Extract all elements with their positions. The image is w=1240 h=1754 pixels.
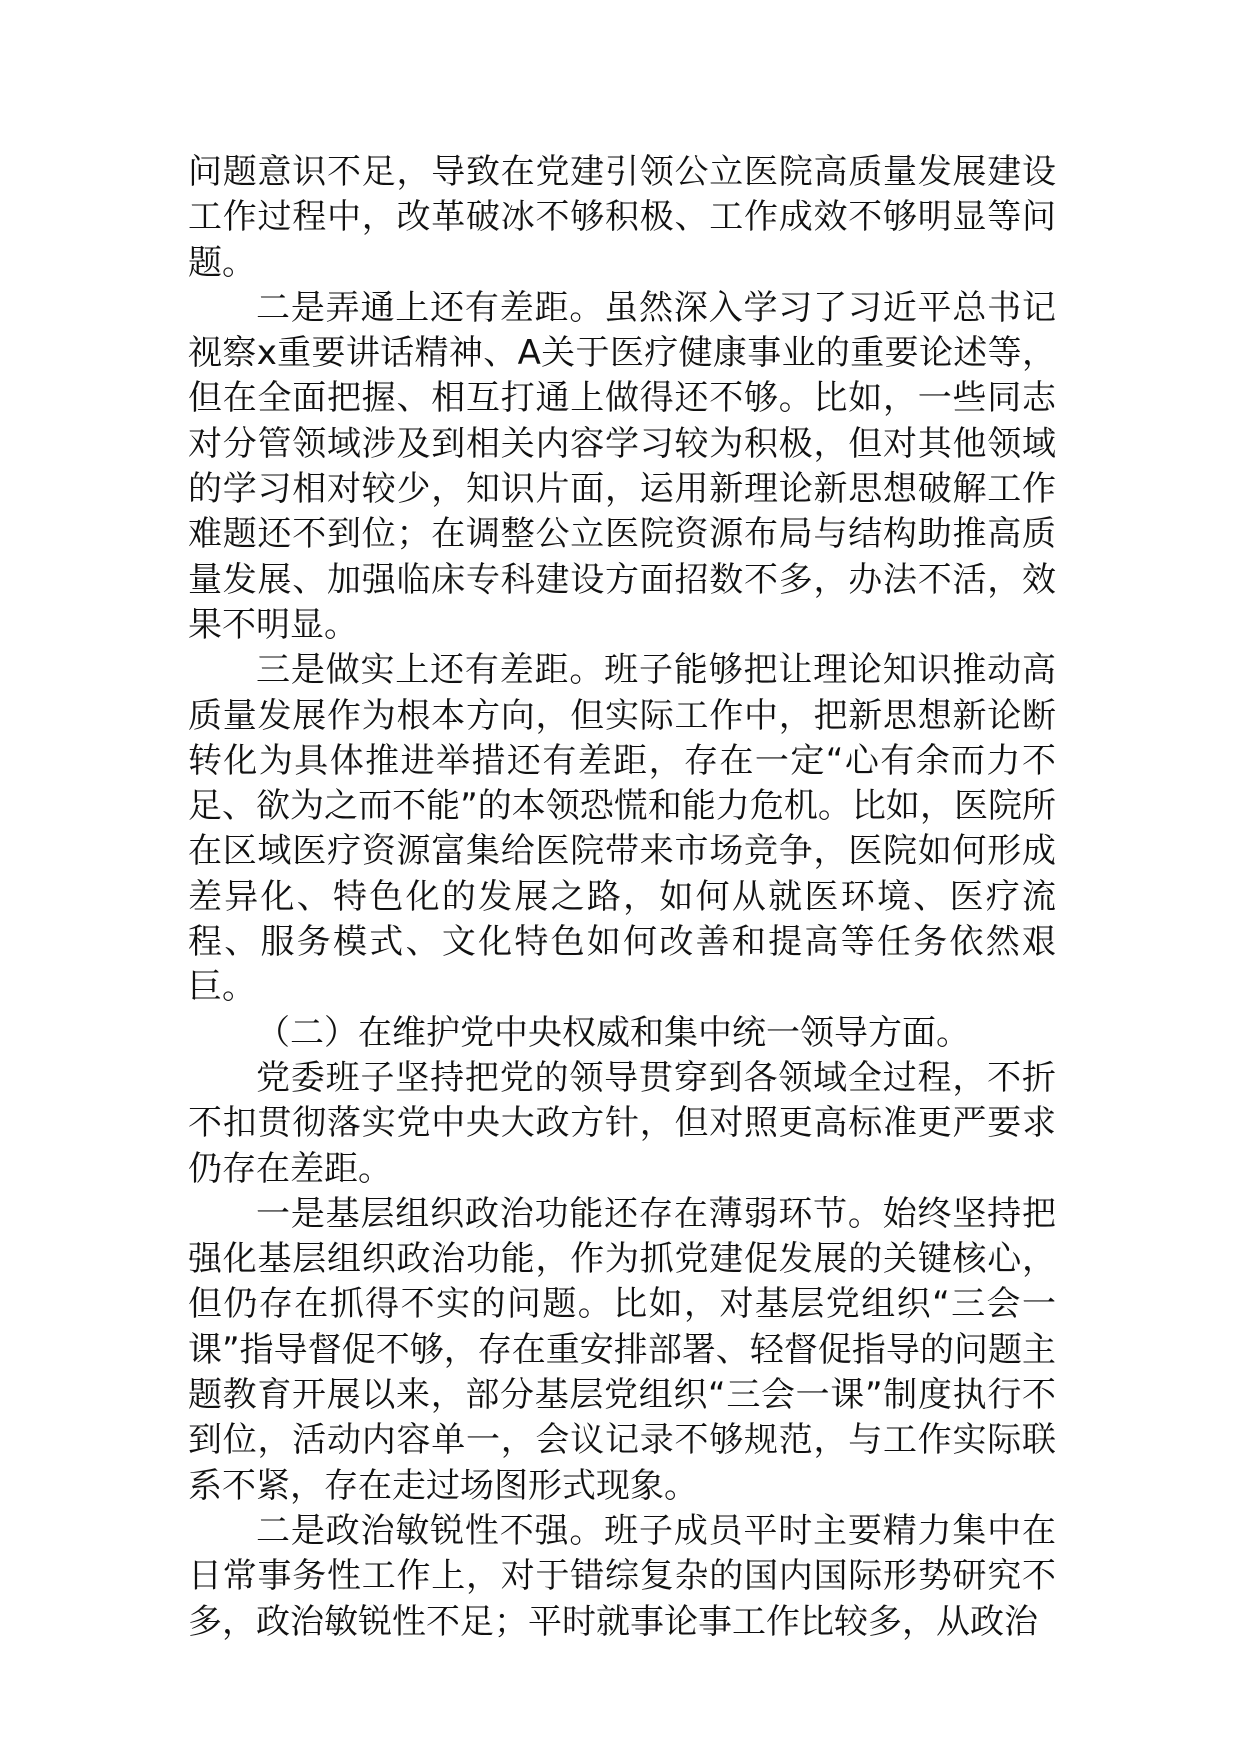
paragraph-3: 三是做实上还有差距。班子能够把让理论知识推动高质量发展作为根本方向，但实际工作中，把新思想新论断转化为具体推进举措还有差距，存在一定“心有余而力不足、欲为之而不能”的本领恐慌和能力危机。比如，医院所在区域医疗资源富集给医院带来市场竞争，医院如何形成差异化、特色化的发展之路，如何从就医环境、医疗流程、服务模式、文化特色如何改善和提高等任务依然艰巨。 xyxy=(188,650,1056,1008)
section-heading-2: （二）在维护党中央权威和集中统一领导方面。 xyxy=(256,1012,970,1053)
paragraph-6: 二是政治敏锐性不强。班子成员平时主要精力集中在日常事务性工作上，对于错综复杂的国内国际形势研究不多，政治敏锐性不足；平时就事论事工作比较多，从政治 xyxy=(188,1510,1056,1642)
document-page xyxy=(188,150,1056,1645)
paragraph-2: 二是弄通上还有差距。虽然深入学习了习近平总书记视察x重要讲话精神、A关于医疗健康事业的重要论述等，但在全面把握、相互打通上做得还不够。比如，一些同志对分管领域涉及到相关内容学习较为积极，但对其他领域的学习相对较少，知识片面，运用新理论新思想破解工作难题还不到位；在调整公立医院资源布局与结构助推高质量发展、加强临床专科建设方面招数不多，办法不活，效果不明显。 xyxy=(188,287,1056,645)
paragraph-1: 问题意识不足，导致在党建引领公立医院高质量发展建设工作过程中，改革破冰不够积极、工作成效不够明显等问题。 xyxy=(188,152,1056,283)
paragraph-4: 党委班子坚持把党的领导贯穿到各领域全过程，不折不扣贯彻落实党中央大政方针，但对照更高标准更严要求仍存在差距。 xyxy=(188,1057,1056,1189)
paragraph-5: 一是基层组织政治功能还存在薄弱环节。始终坚持把强化基层组织政治功能，作为抓党建促发展的关键核心，但仍存在抓得不实的问题。比如，对基层党组织“三会一课”指导督促不够，存在重安排部署、轻督促指导的问题主题教育开展以来，部分基层党组织“三会一课”制度执行不到位，活动内容单一，会议记录不够规范，与工作实际联系不紧，存在走过场图形式现象。 xyxy=(188,1193,1056,1506)
